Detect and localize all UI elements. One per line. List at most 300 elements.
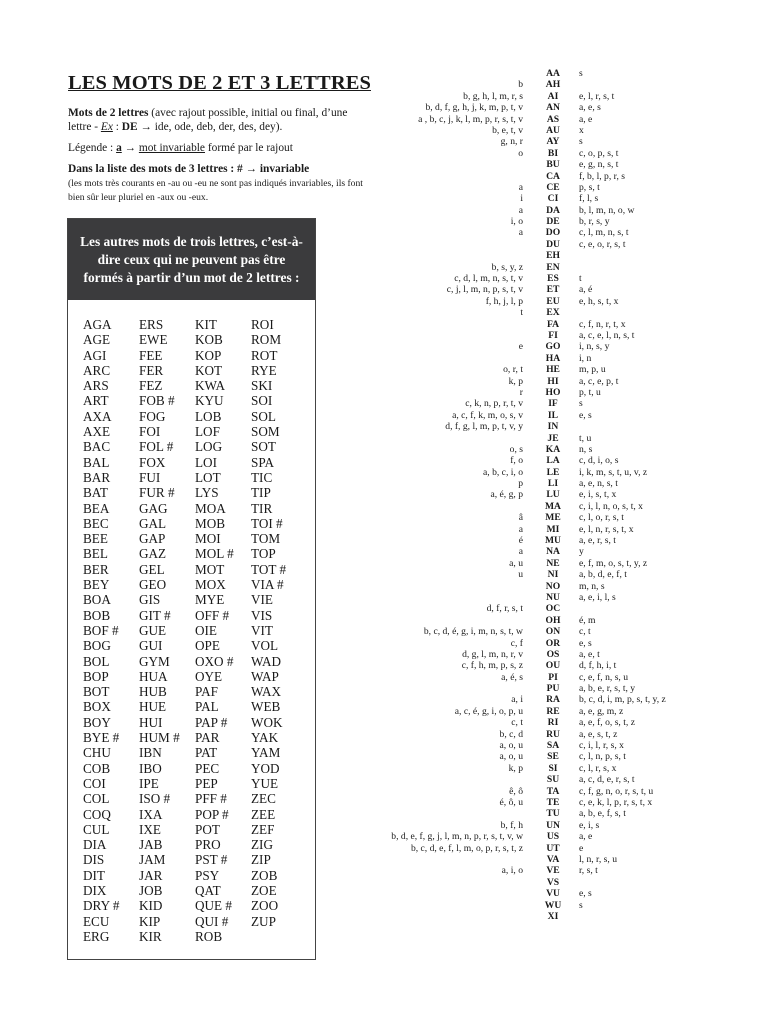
three-letter-word: YOD	[251, 760, 280, 776]
prefix-letters: d, f, r, s, t	[486, 603, 523, 615]
three-letter-word: PRO	[195, 837, 221, 853]
suffix-letters: a, c, e, l, n, s, t	[579, 329, 635, 341]
three-letter-word: LOT	[195, 469, 221, 485]
three-letter-word: ZOB	[251, 867, 278, 883]
three-letter-word: GAG	[139, 500, 168, 516]
prefix-letters: a	[518, 204, 523, 216]
prefix-letters: u	[518, 569, 523, 581]
two-letter-word: TA	[546, 785, 560, 797]
suffix-letters: a, e, s	[579, 102, 601, 114]
three-letter-word: MOL #	[195, 546, 234, 562]
three-letter-word: POP #	[195, 806, 229, 822]
suffix-letters: p, s, t	[579, 181, 600, 193]
suffix-letters: e, g, n, s, t	[579, 159, 619, 171]
three-letter-word: ZIG	[251, 837, 273, 853]
two-letter-word: GO	[545, 341, 561, 353]
two-letter-word: SA	[546, 740, 560, 752]
three-letter-word: AXA	[83, 408, 112, 424]
three-letter-word: WAX	[251, 684, 282, 700]
two-letter-word: VA	[546, 853, 560, 865]
two-letter-word: SE	[547, 751, 559, 763]
suffix-letters	[579, 250, 739, 261]
prefix-letters: b, c, d, e, f, l, m, o, p, r, s, t, z	[410, 842, 523, 854]
three-letter-word: FUR #	[139, 485, 175, 501]
three-letter-word: OFF #	[195, 607, 230, 623]
three-letter-word: BOB	[83, 607, 111, 623]
prefix-letters: t	[520, 307, 523, 319]
prefix-letters: a , b, c, j, k, l, m, p, r, s, t, v	[418, 113, 523, 125]
two-letter-word: CI	[547, 193, 559, 205]
two-letter-word: OC	[545, 603, 561, 615]
suffix-letters	[579, 262, 739, 273]
prefix-letters: c, f	[510, 637, 523, 649]
suffix-letters	[579, 877, 739, 888]
three-letter-word: IXE	[139, 821, 161, 837]
two-letter-word: OH	[545, 614, 561, 626]
suffix-letters: a, e, s, t, z	[579, 728, 618, 740]
three-letter-word: VOL	[251, 638, 279, 654]
suffix-letters	[579, 911, 739, 922]
suffix-letters: c, t	[579, 626, 591, 638]
suffix-letters: a, c, e, p, t	[579, 375, 619, 387]
three-letter-word: PAP #	[195, 714, 228, 730]
two-letter-word: SU	[546, 774, 560, 786]
three-letter-word: COB	[83, 760, 111, 776]
three-letter-word: RYE	[251, 362, 277, 378]
intro-two-letter-words	[68, 106, 373, 134]
suffix-letters: e, s	[579, 637, 592, 649]
three-letter-word: ZEC	[251, 791, 276, 807]
prefix-letters: b, c, d, é, g, i, m, n, s, t, w	[423, 626, 523, 638]
three-letter-word: PEC	[195, 760, 220, 776]
three-letter-word: WEB	[251, 699, 281, 715]
legend-rest: formé par le rajout	[204, 142, 293, 154]
prefix-letters: c, t	[511, 717, 523, 729]
suffix-letters: e	[579, 842, 584, 854]
two-letter-word: WU	[544, 899, 562, 911]
suffix-letters: a, é	[579, 284, 593, 296]
three-letter-word: SPA	[251, 454, 274, 470]
three-letter-word: BOG	[83, 638, 111, 654]
legend-sample: a	[116, 142, 122, 154]
prefix-letters: b, c, d	[499, 728, 523, 740]
three-letter-word: KIT	[195, 317, 217, 332]
three-letter-word: POT	[195, 821, 220, 837]
two-letter-word: EN	[546, 261, 560, 273]
three-letter-word: EWE	[139, 332, 168, 348]
suffix-letters: b, l, m, n, o, w	[579, 204, 635, 216]
prefix-letters: d, g, l, m, n, r, v	[462, 648, 523, 660]
two-letter-word: DA	[546, 204, 560, 216]
three-letter-word: LOI	[195, 454, 217, 470]
prefix-letters: i, o	[510, 216, 523, 228]
three-letter-words-columns	[83, 317, 307, 944]
suffix-letters: c, e, k, l, p, r, s, t, x	[579, 797, 653, 808]
prefix-letters	[330, 911, 523, 922]
word-column-3	[195, 317, 251, 944]
two-letter-word: IN	[547, 421, 559, 433]
three-letter-word: DIA	[83, 837, 107, 853]
three-letter-word: MOT	[195, 561, 225, 577]
suffix-letters: e, s	[579, 888, 592, 900]
two-letter-word: UT	[546, 842, 560, 854]
two-letter-word: KA	[545, 443, 561, 455]
suffix-letters: y	[579, 546, 584, 558]
suffix-letters: a, e, i, l, s	[579, 591, 616, 603]
three-letter-word: QUI #	[195, 913, 229, 929]
three-letter-word: TIC	[251, 469, 273, 485]
three-letter-word: JOB	[139, 882, 163, 898]
three-letter-word: BOT	[83, 684, 110, 700]
three-letter-legend	[68, 162, 373, 204]
three-letter-word: ROT	[251, 347, 278, 363]
suffix-letters: s	[579, 68, 583, 79]
suffix-letters-column	[579, 68, 739, 922]
two-letter-word: SI	[548, 762, 558, 774]
suffix-letters: c, o, p, s, t	[579, 147, 619, 159]
prefix-letters: â	[518, 512, 523, 524]
three-letter-word: SOM	[251, 424, 280, 440]
two-letter-word: AU	[546, 124, 560, 136]
three-letter-word: FEZ	[139, 378, 163, 394]
suffix-letters: a, e, g, m, z	[579, 705, 624, 717]
two-letter-word: AH	[545, 79, 561, 91]
three-letter-word: PSY	[195, 867, 220, 883]
prefix-letters	[330, 319, 523, 330]
suffix-letters: e, i, s, t, x	[579, 489, 617, 501]
three-letter-word: VIT	[251, 622, 273, 638]
prefix-letters: o, r, t	[503, 364, 523, 376]
three-letter-word: HUI	[139, 714, 163, 730]
two-letter-word: BI	[547, 147, 559, 159]
two-letter-word: TU	[546, 808, 560, 820]
prefix-letters: a, é, g, p	[490, 489, 523, 501]
three-letter-words-box	[67, 218, 316, 960]
prefix-letters: d, f, g, l, m, p, t, v, y	[445, 421, 523, 433]
two-letter-word: NO	[545, 580, 561, 592]
three-letter-word: ZEF	[251, 821, 275, 837]
two-letter-word: LE	[546, 466, 560, 478]
two-letter-word: OU	[545, 660, 561, 672]
prefix-letters	[330, 774, 523, 785]
suffix-letters: é, m	[579, 614, 596, 626]
suffix-letters: m, p, u	[579, 364, 606, 376]
three-letter-word: OIE	[195, 622, 217, 638]
three-letter-word: PAT	[195, 745, 218, 761]
three-letter-word: YAM	[251, 745, 281, 761]
three-letter-word: BYE #	[83, 730, 120, 746]
prefix-letters: b, d, e, f, g, j, l, m, n, p, r, s, t, v, w	[391, 831, 523, 843]
suffix-letters	[579, 421, 739, 432]
prefix-letters: a, o, u	[499, 740, 523, 752]
prefix-letters: a, é, s	[501, 671, 523, 683]
two-letter-word: DU	[546, 238, 560, 250]
page-title: LES MOTS DE 2 ET 3 LETTRES	[68, 72, 371, 94]
two-letter-word: CA	[546, 170, 560, 182]
two-letter-word: RE	[546, 705, 560, 717]
arrow-icon: →	[121, 142, 139, 154]
two-letter-word: RI	[547, 717, 559, 729]
three-letter-word: FEE	[139, 347, 163, 363]
suffix-letters: c, l, n, p, s, t	[579, 751, 626, 763]
three-letter-word: KWA	[195, 378, 226, 394]
three-letter-word: COI	[83, 775, 106, 791]
three-letter-word: JAM	[139, 852, 166, 868]
three-letter-word: MOA	[195, 500, 226, 516]
three-letter-word: IBO	[139, 760, 162, 776]
two-letter-word: AY	[546, 136, 560, 148]
three-letter-word: ART	[83, 393, 109, 409]
three-letter-word: MOI	[195, 531, 221, 547]
two-letter-word: DO	[545, 227, 561, 239]
three-letter-word: QAT	[195, 882, 221, 898]
three-letter-word: PEP	[195, 775, 218, 791]
two-letter-word: IL	[547, 409, 559, 421]
three-letter-word: AXE	[83, 424, 111, 440]
two-letter-word: AS	[546, 113, 560, 125]
suffix-letters: d, f, h, i, t	[579, 660, 617, 672]
example-word: DE	[121, 121, 138, 133]
intro-colon: :	[112, 121, 122, 133]
three-letter-word: ZIP	[251, 852, 271, 868]
suffix-letters: l, n, r, s, u	[579, 853, 617, 865]
prefix-letters: f, h, j, l, p	[485, 295, 523, 307]
suffix-letters: a, e, t	[579, 648, 600, 660]
three-letter-word: WAD	[251, 653, 282, 669]
prefix-letters	[330, 581, 523, 592]
two-letter-word: TE	[546, 797, 560, 808]
suffix-letters: e, h, s, t, x	[579, 295, 619, 307]
prefix-letters	[330, 239, 523, 250]
prefix-letters: é, ô, u	[499, 797, 523, 808]
prefix-letters: k, p	[508, 375, 523, 387]
prefix-letters: g, n, r	[500, 136, 523, 148]
three-letter-word: HUB	[139, 684, 167, 700]
suffix-letters: a, e, r, s, t	[579, 535, 616, 547]
two-letter-word: AI	[547, 90, 559, 102]
two-letter-word: HA	[545, 352, 561, 364]
three-letter-word: WOK	[251, 714, 283, 730]
three-letter-word: FER	[139, 362, 164, 378]
three-letter-word: DIT	[83, 867, 105, 883]
three-letter-word: TIR	[251, 500, 273, 516]
two-letter-word: LA	[546, 455, 560, 467]
suffix-letters: a, b, e, r, s, t, y	[579, 683, 636, 695]
suffix-letters: e, i, s	[579, 819, 600, 831]
two-letter-word: FI	[548, 329, 558, 341]
suffix-letters: i, k, m, s, t, u, v, z	[579, 466, 648, 478]
three-letter-words-heading: Les autres mots de trois lettres, c’est-à-dire ceux qui ne peuvent pas être formés à partir d’un mot de 2 lettres :	[68, 219, 315, 300]
two-letter-word: NU	[546, 591, 560, 603]
two-letter-word: AA	[546, 68, 560, 79]
word-column-1	[83, 317, 139, 944]
three-letter-word: FUI	[139, 469, 161, 485]
suffix-letters	[579, 79, 739, 90]
three-letter-word: VIS	[251, 607, 273, 623]
prefix-letters: o	[518, 147, 523, 159]
three-letter-word: QUE #	[195, 898, 232, 914]
prefix-letters	[330, 592, 523, 603]
prefix-letters	[330, 854, 523, 865]
suffix-letters: c, i, l, n, o, s, t, x	[579, 500, 643, 512]
prefix-letters: b, s, y, z	[491, 261, 523, 273]
suffix-letters: c, e, f, n, s, u	[579, 671, 629, 683]
prefix-letters-column	[330, 68, 523, 922]
three-letter-word: SOL	[251, 408, 276, 424]
three-letter-word: ARC	[83, 362, 111, 378]
prefix-letters: ê, ô	[509, 785, 523, 797]
three-letter-word: GIS	[139, 592, 161, 608]
three-letter-word: BEC	[83, 515, 109, 531]
three-letter-word: BEL	[83, 546, 108, 562]
prefix-letters	[330, 683, 523, 694]
three-letter-word: PFF #	[195, 791, 227, 807]
suffix-letters: t	[579, 273, 582, 285]
prefix-letters: a	[518, 227, 523, 239]
prefix-letters: a, u	[509, 557, 523, 569]
two-letter-word: ON	[545, 626, 561, 638]
prefix-letters: p	[518, 478, 523, 490]
arrow-icon: →	[137, 121, 155, 133]
suffix-letters: a, e, n, s, t	[579, 478, 618, 490]
suffix-letters: c, l, o, r, s, t	[579, 512, 624, 524]
prefix-letters	[330, 888, 523, 899]
three-letter-word: BEA	[83, 500, 110, 516]
suffix-letters: x	[579, 124, 584, 136]
two-letter-word: UN	[546, 819, 560, 831]
three-letter-word: GEL	[139, 561, 165, 577]
three-letter-word: BER	[83, 561, 109, 577]
prefix-letters: a	[518, 523, 523, 535]
three-letter-word: HUA	[139, 668, 168, 684]
three-letter-word: ISO #	[139, 791, 171, 807]
three-letter-word: MOB	[195, 515, 226, 531]
prefix-letters: k, p	[508, 762, 523, 774]
prefix-letters: a, c, f, k, m, o, s, v	[452, 409, 523, 421]
two-letter-word: PU	[546, 683, 560, 695]
three-letter-word: BOF #	[83, 622, 119, 638]
three-letter-word: PST #	[195, 852, 228, 868]
two-letter-word: AN	[546, 102, 560, 114]
suffix-letters: c, l, r, s, x	[579, 762, 617, 774]
three-letter-word: FOX	[139, 454, 166, 470]
prefix-letters: a, i	[511, 694, 523, 706]
two-letter-word: EU	[546, 295, 560, 307]
prefix-letters	[330, 159, 523, 170]
three-letter-word: LOB	[195, 408, 222, 424]
three-letter-word: FOG	[139, 408, 166, 424]
three-letter-word: FOI	[139, 424, 161, 440]
three-letter-word: YUE	[251, 775, 279, 791]
three-letter-word: TOM	[251, 531, 281, 547]
suffix-letters: c, l, m, n, s, t	[579, 227, 629, 239]
suffix-letters: t, u	[579, 432, 592, 444]
three-letter-word: GEO	[139, 577, 167, 593]
three-letter-word: BAR	[83, 469, 111, 485]
three-letter-word: JAR	[139, 867, 163, 883]
three-letter-word: MYE	[195, 592, 225, 608]
three-letter-word: BOP	[83, 668, 109, 684]
two-letter-word: ES	[547, 273, 559, 285]
three-letter-word: SKI	[251, 378, 273, 394]
two-letter-word: IF	[548, 398, 558, 410]
three-letter-word: BAL	[83, 454, 110, 470]
three-letter-word: TOI #	[251, 515, 283, 531]
two-letter-word: RU	[546, 728, 560, 740]
suffix-letters: a, b, e, f, s, t	[579, 808, 626, 820]
two-letter-word: LI	[547, 478, 559, 490]
three-letter-word: HUE	[139, 699, 167, 715]
prefix-letters	[330, 171, 523, 182]
three-letter-word: ZEE	[251, 806, 276, 822]
suffix-letters: a, e, f, o, s, t, z	[579, 717, 635, 729]
two-letter-word: OS	[546, 648, 560, 660]
two-letter-word: ET	[546, 284, 560, 296]
three-letter-word: GAL	[139, 515, 167, 531]
three-letter-word: GAZ	[139, 546, 167, 562]
intro	[68, 106, 373, 204]
suffix-letters: c, f, g, n, o, r, s, t, u	[579, 785, 654, 797]
three-letter-word: BOA	[83, 592, 111, 608]
word-column-2	[139, 317, 195, 944]
three-letter-word: OYE	[195, 668, 223, 684]
suffix-letters	[579, 307, 739, 318]
suffix-letters: a, e	[579, 113, 593, 125]
suffix-letters: i, n	[579, 352, 592, 364]
suffix-letters: b, r, s, y	[579, 216, 610, 228]
prefix-letters: b, e, t, v	[492, 124, 523, 136]
two-letter-word: HI	[547, 375, 559, 387]
suffix-letters: a, c, d, e, r, s, t	[579, 774, 635, 786]
suffix-letters: a, e	[579, 831, 593, 843]
two-letter-words-column	[533, 68, 573, 922]
three-letter-word: ROM	[251, 332, 282, 348]
suffix-letters: p, t, u	[579, 386, 601, 398]
three-letter-word: PAR	[195, 730, 220, 746]
prefix-letters: a, i, o	[501, 865, 523, 877]
three-letter-word: PAF	[195, 684, 218, 700]
two-letter-word: EH	[546, 250, 560, 262]
prefix-letters: e	[518, 341, 523, 353]
three-letter-word: KYU	[195, 393, 224, 409]
suffix-letters: c, e, o, r, s, t	[579, 238, 626, 250]
two-letter-word: MI	[546, 523, 560, 535]
three-letter-word: WAP	[251, 668, 279, 684]
word-column-4	[251, 317, 307, 944]
three-letter-word: KOB	[195, 332, 223, 348]
prefix-letters: r	[519, 386, 523, 398]
prefix-letters	[330, 353, 523, 364]
suffix-letters	[579, 603, 739, 614]
suffix-letters: f, l, s	[579, 193, 599, 205]
suffix-letters: r, s, t	[579, 865, 598, 877]
three-letter-word: ARS	[83, 378, 109, 394]
three-letter-word: KID	[139, 898, 163, 914]
three-letter-word: TIP	[251, 485, 271, 501]
prefix-letters: a, c, é, g, i, o, p, u	[454, 705, 523, 717]
two-letter-word: MA	[545, 500, 561, 512]
suffix-letters: a, b, d, e, f, t	[579, 569, 627, 581]
three-letter-word: AGA	[83, 317, 112, 332]
two-letter-word: MU	[545, 535, 561, 547]
three-letter-word: DRY #	[83, 898, 120, 914]
two-letter-word: JE	[547, 432, 559, 444]
three-letter-word: VIA #	[251, 577, 284, 593]
three-letter-word: LOG	[195, 439, 223, 455]
three-letter-word: PAL	[195, 699, 219, 715]
prefix-letters	[330, 615, 523, 626]
suffix-letters: s	[579, 899, 583, 911]
